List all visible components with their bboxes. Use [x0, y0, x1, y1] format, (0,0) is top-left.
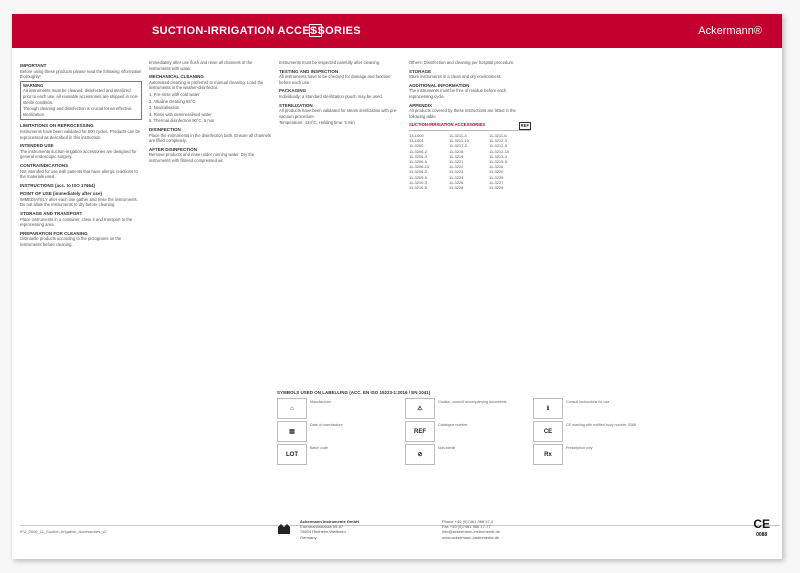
table-cell: 11-3216 [489, 164, 504, 170]
symbol-description: Manufacturer [310, 400, 332, 404]
manufacturer-contact [442, 519, 500, 540]
table-cell: 11-3206-10 [409, 164, 430, 170]
cleaning-step: 5. Thermal disinfection 90°C, 5 min [149, 118, 215, 124]
testing-text: All instruments have to be checked for damage and function before each use. [279, 74, 391, 85]
limitations-heading: LIMITATIONS ON REPROCESSING [20, 123, 94, 129]
table-cell: 11-3209-5 [409, 174, 427, 180]
instructions-icon: ℹ [533, 398, 563, 419]
phone-number: Phone +49 (0)7461 966 17-0 [442, 519, 494, 524]
preparation-text: Dismantle products according to the pictograms on the instruments before cleaning. [20, 236, 122, 248]
col4-intro-text: Others: Disinfection and cleaning per hospital procedure. [409, 60, 515, 65]
footer-divider [20, 525, 780, 526]
table-cell: 11-3200 [409, 143, 424, 149]
table-cell: 11-3210-5 [409, 184, 427, 190]
symbol-description: Caution, consult accompanying documents [438, 400, 507, 404]
table-cell: 11-3218 [449, 148, 464, 154]
after-disinfection-text: Remove products and rinse under running water. Dry the instruments with filtered compressed air. [149, 152, 255, 163]
storage-text: Store instruments in a clean and dry environment. [409, 74, 502, 80]
table-cell: 11-3211-3 [449, 132, 467, 138]
cleaning-step: 4. Rinse with demineralised water [149, 111, 212, 117]
table-cell: 11-3206-5 [409, 158, 427, 164]
table-cell: 11-3225 [489, 174, 504, 180]
sterilization-heading: STERILIZATION [279, 102, 313, 108]
symbol-description: Batch code [310, 446, 328, 450]
divider [409, 130, 531, 131]
symbol-description: Date of manufacture [310, 423, 343, 427]
table-cell: 11-3210-3 [409, 179, 427, 185]
col2-intro-text: Immediately after use flush and rinse all channels of the instruments with water. [149, 60, 253, 71]
additional-info-text: The instruments must be free of residue before each reprocessing cycle. [409, 88, 507, 99]
table-cell: 11-3212-3 [489, 138, 507, 144]
brand-logo: Ackermann® [698, 25, 762, 37]
warning-box [20, 81, 142, 121]
address-country: Germany [300, 534, 317, 540]
table-cell: 11-3212-5 [489, 143, 507, 149]
contraindications-text: Not intended for use with patients that have allergic reactions to the materials used. [20, 168, 138, 180]
symbols-grid [277, 398, 777, 465]
warning-text-2: Through cleaning and disinfection is crucial for an effective sterilization. [23, 106, 132, 117]
table-cell: 11-3220 [489, 169, 504, 175]
storage-transport-text: Place instruments in a container, close it and transport to the reprocessing area. [20, 216, 133, 228]
table-cell: 11-3206-3 [409, 153, 427, 159]
additional-info-heading: ADDITIONAL INFORMATION [409, 82, 470, 88]
table-cell: 11-3223 [449, 169, 464, 175]
important-text: Before using these products please read the following information thoroughly! [20, 68, 142, 80]
warning-heading: WARNING [23, 82, 44, 88]
warning-text: All instruments must be cleaned, disinfected and sterilized prior to each use. All reusable accessories are shipped in non-sterile condition. [23, 88, 139, 105]
symbol-description: CE marking with notified body number 0088 [566, 423, 636, 427]
symbol-description: Non-sterile [438, 446, 456, 450]
table-cell: 11-3206-2 [409, 148, 427, 154]
table-cell: 11-3211-6 [489, 132, 507, 138]
table-cell: 11-3229 [489, 184, 504, 190]
table-cell: 11-3217-3 [449, 143, 467, 149]
ref-label: REF [520, 123, 529, 129]
disinfection-heading: DISINFECTION [149, 126, 181, 132]
table-cell: 11-3219 [449, 153, 464, 159]
company-name: Ackermann Instrumente GmbH [300, 519, 359, 524]
cleaning-step: 3. Neutralisation [149, 105, 180, 111]
manufacturer-icon [277, 521, 293, 535]
instructions-heading: INSTRUCTIONS (acc. to ISO 17664) [20, 182, 96, 188]
non-sterile-icon: ⊘ [405, 444, 435, 465]
column-3 [279, 60, 401, 390]
cleaning-step: 2. Alkaline cleaning 55°C [149, 98, 196, 104]
table-cell: 13-1000 [409, 132, 424, 138]
intended-use-heading: INTENDED USE [20, 143, 54, 149]
table-cell: 11-3227 [489, 179, 504, 185]
point-of-use-text: IMMEDIATELY after each use gather and rinse the instruments. Do not allow the instruments to dry before cleaning. [20, 196, 138, 208]
symbol-description: Catalogue number [438, 423, 468, 427]
date-icon: ▤ [277, 421, 307, 442]
intended-use-text: The instruments suction-irrigation accessories are designed for general endoscopic surgery. [20, 148, 137, 160]
manufacturer-address [300, 519, 359, 540]
symbols-heading: SYMBOLS USED ON LABELLING (ACC. EN ISO 15223-1:2016 / EN 1041) [277, 390, 431, 395]
page-title: SUCTION-IRRIGATION ACCESSORIES [152, 25, 361, 37]
table-cell: 13-1001 [409, 138, 424, 144]
contraindications-heading: CONTRAINDICATIONS [20, 162, 69, 168]
ce-mark-text: CE [753, 517, 770, 531]
limitations-text: Instruments have been validated for 500 cycles. Products can be reprocessed as described in this instruction. [20, 128, 141, 140]
ce-icon: CE [533, 421, 563, 442]
table-cell: 11-3213-3 [489, 153, 507, 159]
symbol-description: Prescription only [566, 446, 593, 450]
table-cell: 11-3228 [449, 184, 464, 190]
storage-transport-heading: STORAGE AND TRANSPORT [20, 211, 83, 217]
testing-heading: TESTING AND INSPECTION [279, 68, 339, 74]
table-cell: 11-3226 [449, 179, 464, 185]
address-line: 78604 Rietheim-Weilheim [300, 529, 346, 535]
page-header [12, 14, 782, 48]
accessories-table [409, 133, 531, 190]
preparation-heading: PREPARATION FOR CLEANING [20, 230, 88, 236]
instruction-sheet [12, 14, 782, 559]
symbol-description: Consult instructions for use [566, 400, 610, 404]
sterilization-text: All products have been validated for steam sterilization with pre-vacuum procedure. [279, 108, 398, 119]
column-4 [409, 60, 531, 390]
manufacturer-icon: ⌂ [277, 398, 307, 419]
ref-icon: REF [405, 421, 435, 442]
table-cell: 11-3222 [449, 164, 464, 170]
document-id: IFU_0006_11_Suction-Irrigation_Accessories_v2 [20, 529, 107, 534]
col3-intro-text: Instruments must be inspected carefully after cleaning. [279, 60, 381, 65]
rx-icon: Rx [533, 444, 563, 465]
table-cell: 11-3211-10 [449, 138, 469, 144]
appendix-heading: APPENDIX [409, 102, 433, 108]
appendix-text: All products covered by these instructions are listed in the following table. [409, 108, 516, 119]
accessories-table-heading [409, 122, 531, 128]
lot-icon: LOT [277, 444, 307, 465]
packaging-text: Individually: a standard sterilization pouch may be used. [279, 93, 383, 99]
point-of-use-heading: POINT OF USE (immediately after use) [20, 191, 103, 197]
column-2 [149, 60, 271, 390]
symbols-legend [277, 390, 777, 510]
disinfection-text: Place the instruments in the disinfection bath. Ensure all channels are filled completely. [149, 132, 271, 144]
table-cell: 11-3224 [449, 174, 464, 180]
book-icon [309, 24, 322, 37]
important-heading: IMPORTANT [20, 63, 47, 68]
fax-number: Fax +49 (0)7461 966 17-77 [442, 524, 491, 530]
email-address: info@ackermann-instrumente.de [442, 529, 501, 535]
website: www.ackermann-instrumente.de [442, 534, 500, 540]
notified-body-number: 0088 [756, 532, 768, 538]
table-cell: 11-3212-10 [489, 148, 510, 154]
address-line: Eisenbahnstrasse 65-67 [300, 524, 344, 530]
mechanical-cleaning-text: Automated cleaning is preferred to manual cleaning. Load the instruments in the washer-disinfector. [149, 79, 264, 91]
table-cell: 11-3221 [449, 158, 464, 164]
accessories-title: SUCTION-IRRIGATION ACCESSORIES [409, 122, 486, 128]
cleaning-step: 1. Pre-rinse with cold water [149, 91, 200, 97]
ce-mark [753, 519, 770, 541]
storage-heading: STORAGE [409, 68, 432, 74]
mechanical-cleaning-heading: MECHANICAL CLEANING [149, 74, 204, 80]
table-cell: 11-3215-5 [489, 158, 507, 164]
table-cell: 11-3208-3 [409, 169, 427, 175]
caution-icon: ⚠ [405, 398, 435, 419]
packaging-heading: PACKAGING [279, 88, 307, 94]
column-1 [20, 60, 142, 530]
after-disinfection-heading: AFTER DISINFECTION [149, 146, 197, 152]
sterilization-parameters: Temperature: 134°C, Holding time: 5 min [279, 120, 355, 126]
